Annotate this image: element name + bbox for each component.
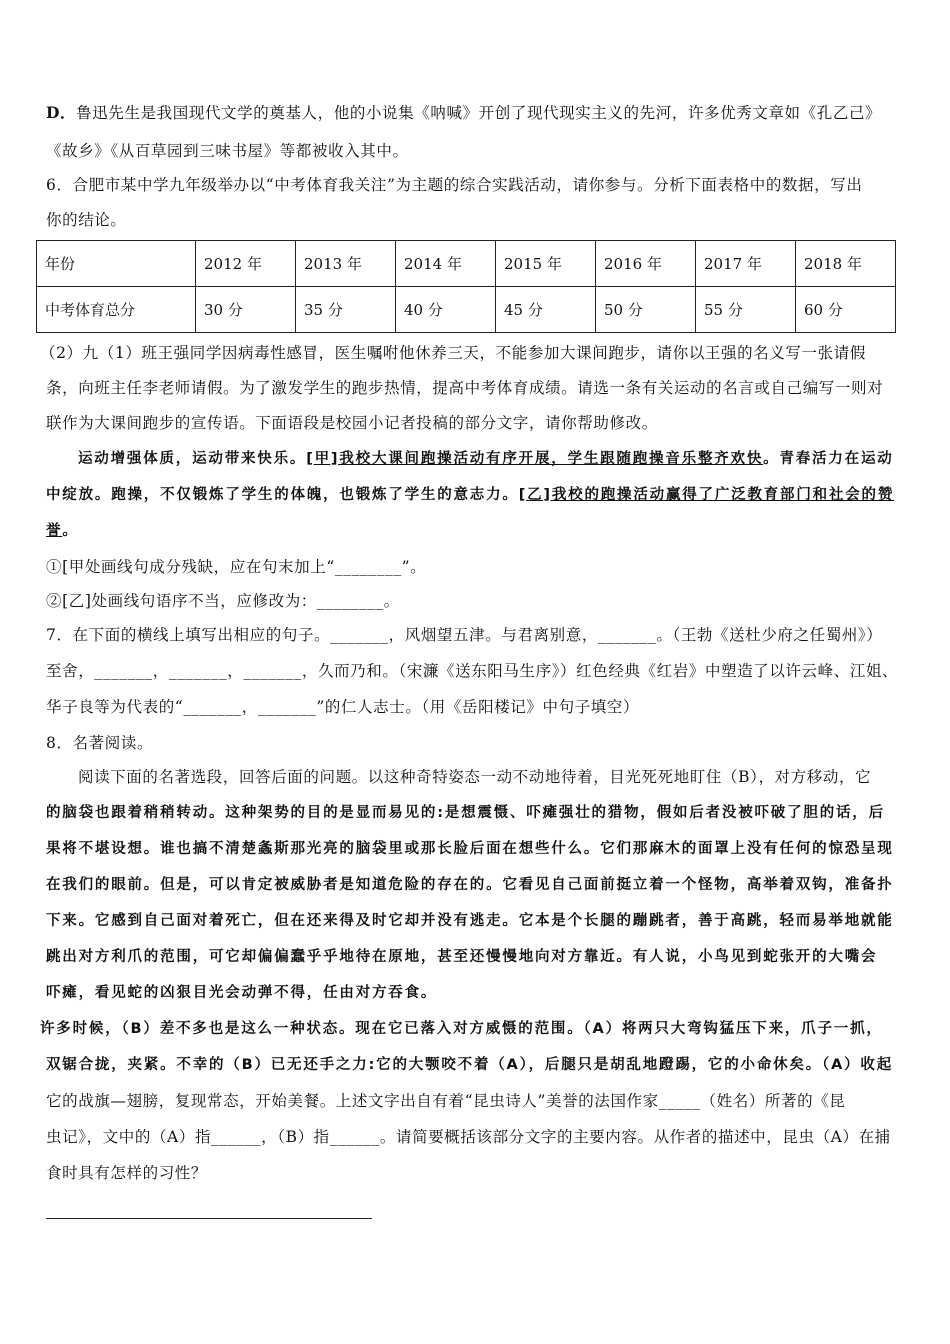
- q8-passage-line7: 吓瘫，看见蛇的凶狠目光会动弹不得，任由对方吞食。: [46, 985, 438, 1001]
- underlined-sentence-jia: [甲]我校大课间跑操活动有序开展，学生跟随跑操音乐整齐欢快: [306, 451, 764, 467]
- q8-passage-line3: 果将不堪设想。谁也搞不清楚螽斯那光亮的脑袋里或那长脸后面在想些什么。它们那麻木的面罩上没有任何的惊恐呈现: [46, 841, 894, 857]
- q8-passage-line11: 虫记》，文中的（A）指______，（B）指______。请简要概括该部分文字的主要内容。从作者的描述中，昆虫（A）在捕: [46, 1128, 891, 1146]
- table-cell-year: 2016 年: [596, 241, 696, 287]
- q6-stem-line2: 你的结论。: [46, 211, 127, 229]
- pe-score-table: [36, 240, 896, 333]
- table-cell-year: 2014 年: [396, 241, 496, 287]
- q8-passage-line8: 许多时候，（B）差不多也是这么一种状态。现在它已落入对方威慑的范围。（A）将两只大弯钩猛压下来，爪子一抓，: [40, 1021, 883, 1037]
- table-header-label: 年份: [37, 241, 196, 287]
- table-cell-score: 30 分: [196, 287, 296, 333]
- q6-sub2: ②[乙]处画线句语序不当，应修改为：________。: [46, 592, 400, 610]
- underlined-sentence-yi: [乙]我校的跑操活动赢得了广泛教育部门和社会的赞: [518, 487, 895, 503]
- table-cell-year: 2015 年: [496, 241, 596, 287]
- table-row-years: [37, 241, 896, 287]
- q8-title: 8．名著阅读。: [46, 734, 154, 752]
- answer-line: [46, 1218, 372, 1219]
- q7-line3: 华子良等为代表的“_______，_______”的仁人志士。（用《岳阳楼记》中句子填空）: [46, 698, 640, 716]
- q6-part2-line1: （2）九（1）班王强同学因病毒性感冒，医生嘱咐他休养三天，不能参加大课间跑步，请你以王强的名义写一张请假: [40, 344, 866, 362]
- passage-line3: 誉。: [46, 523, 79, 539]
- q8-passage-line1: 阅读下面的名著选段，回答后面的问题。以这种奇特姿态一动不动地待着，目光死死地盯住（B），对方移动，它: [78, 768, 872, 786]
- q6-part2-line3: 联作为大课间跑步的宣传语。下面语段是校园小记者投稿的部分文字，请你帮助修改。: [46, 414, 658, 432]
- q8-passage-line5: 下来。它感到自己面对着死亡，但在还来得及时它却并没有逃走。它本是个长腿的蹦跳者，善于高跳，轻而易举地就能: [46, 913, 894, 929]
- q8-passage-line10: 它的战旗—翅膀，复现常态，开始美餐。上述文字出自有着“昆虫诗人”美誉的法国作家_____（姓名）所著的《昆: [46, 1092, 846, 1110]
- q8-passage-line12: 食时具有怎样的习性？: [46, 1164, 208, 1182]
- table-cell-year: 2018 年: [796, 241, 896, 287]
- table-cell-score: 60 分: [796, 287, 896, 333]
- q8-passage-line6: 跳出对方利爪的范围，可它却偏偏蠢乎乎地待在原地，甚至还慢慢地向对方靠近。有人说，小鸟见到蛇张开的大嘴会: [46, 949, 878, 965]
- table-row-scores: [37, 287, 896, 333]
- table-cell-score: 45 分: [496, 287, 596, 333]
- q8-passage-line9: 双锯合拢，夹紧。不幸的（B）已无还手之力:它的大颚咬不着（A），后腿只是胡乱地蹬踢，它的小命休矣。（A）收起: [46, 1057, 893, 1073]
- table-cell-year: 2013 年: [296, 241, 396, 287]
- table-cell-year: 2012 年: [196, 241, 296, 287]
- q7-line2: 至舍，_______，_______，_______，久而乃和。（宋濂《送东阳马生序》）红色经典《红岩》中塑造了以许云峰、江姐、: [46, 662, 899, 680]
- q8-passage-line2: 的脑袋也跟着稍稍转动。这种架势的目的是显而易见的:是想震慑、吓瘫强壮的猎物，假如后者没被吓破了胆的话，后: [46, 805, 885, 821]
- q7-line1: 7．在下面的横线上填写出相应的句子。_______，风烟望五津。与君离别意，_______。（王勃《送杜少府之任蜀州》）: [46, 626, 883, 644]
- q5-option-d-letter: D．: [46, 103, 77, 122]
- q6-stem-line1: 6．合肥市某中学九年级举办以“中考体育我关注”为主题的综合实践活动，请你参与。分析下面表格中的数据，写出: [46, 176, 863, 194]
- table-cell-score: 50 分: [596, 287, 696, 333]
- q5-option-d-line1: D．鲁迅先生是我国现代文学的奠基人，他的小说集《呐喊》开创了现代现实主义的先河，许多优秀文章如《孔乙己》: [46, 103, 882, 122]
- table-cell-score: 55 分: [696, 287, 796, 333]
- passage-line2: 中绽放。跑操，不仅锻炼了学生的体魄，也锻炼了学生的意志力。[乙]我校的跑操活动赢得了广泛教育部门和社会的赞: [46, 487, 895, 503]
- q8-passage-line4: 在我们的眼前。但是，可以肯定被威胁者是知道危险的存在的。它看见自己面前挺立着一个怪物，高举着双钩，准备扑: [46, 877, 894, 893]
- table-cell-year: 2017 年: [696, 241, 796, 287]
- table-row-label: 中考体育总分: [37, 287, 196, 333]
- passage-line1: 运动增强体质，运动带来快乐。[甲]我校大课间跑操活动有序开展，学生跟随跑操音乐整齐欢快。青春活力在运动: [78, 451, 894, 467]
- q6-part2-line2: 条，向班主任李老师请假。为了激发学生的跑步热情，提高中考体育成绩。请选一条有关运动的名言或自己编写一则对: [46, 379, 884, 397]
- q6-sub1: ①[甲处画线句成分残缺，应在句末加上“________”。: [46, 558, 427, 576]
- table-cell-score: 40 分: [396, 287, 496, 333]
- table-cell-score: 35 分: [296, 287, 396, 333]
- q5-option-d-line2: 《故乡》《从百草园到三味书屋》等都被收入其中。: [46, 142, 409, 160]
